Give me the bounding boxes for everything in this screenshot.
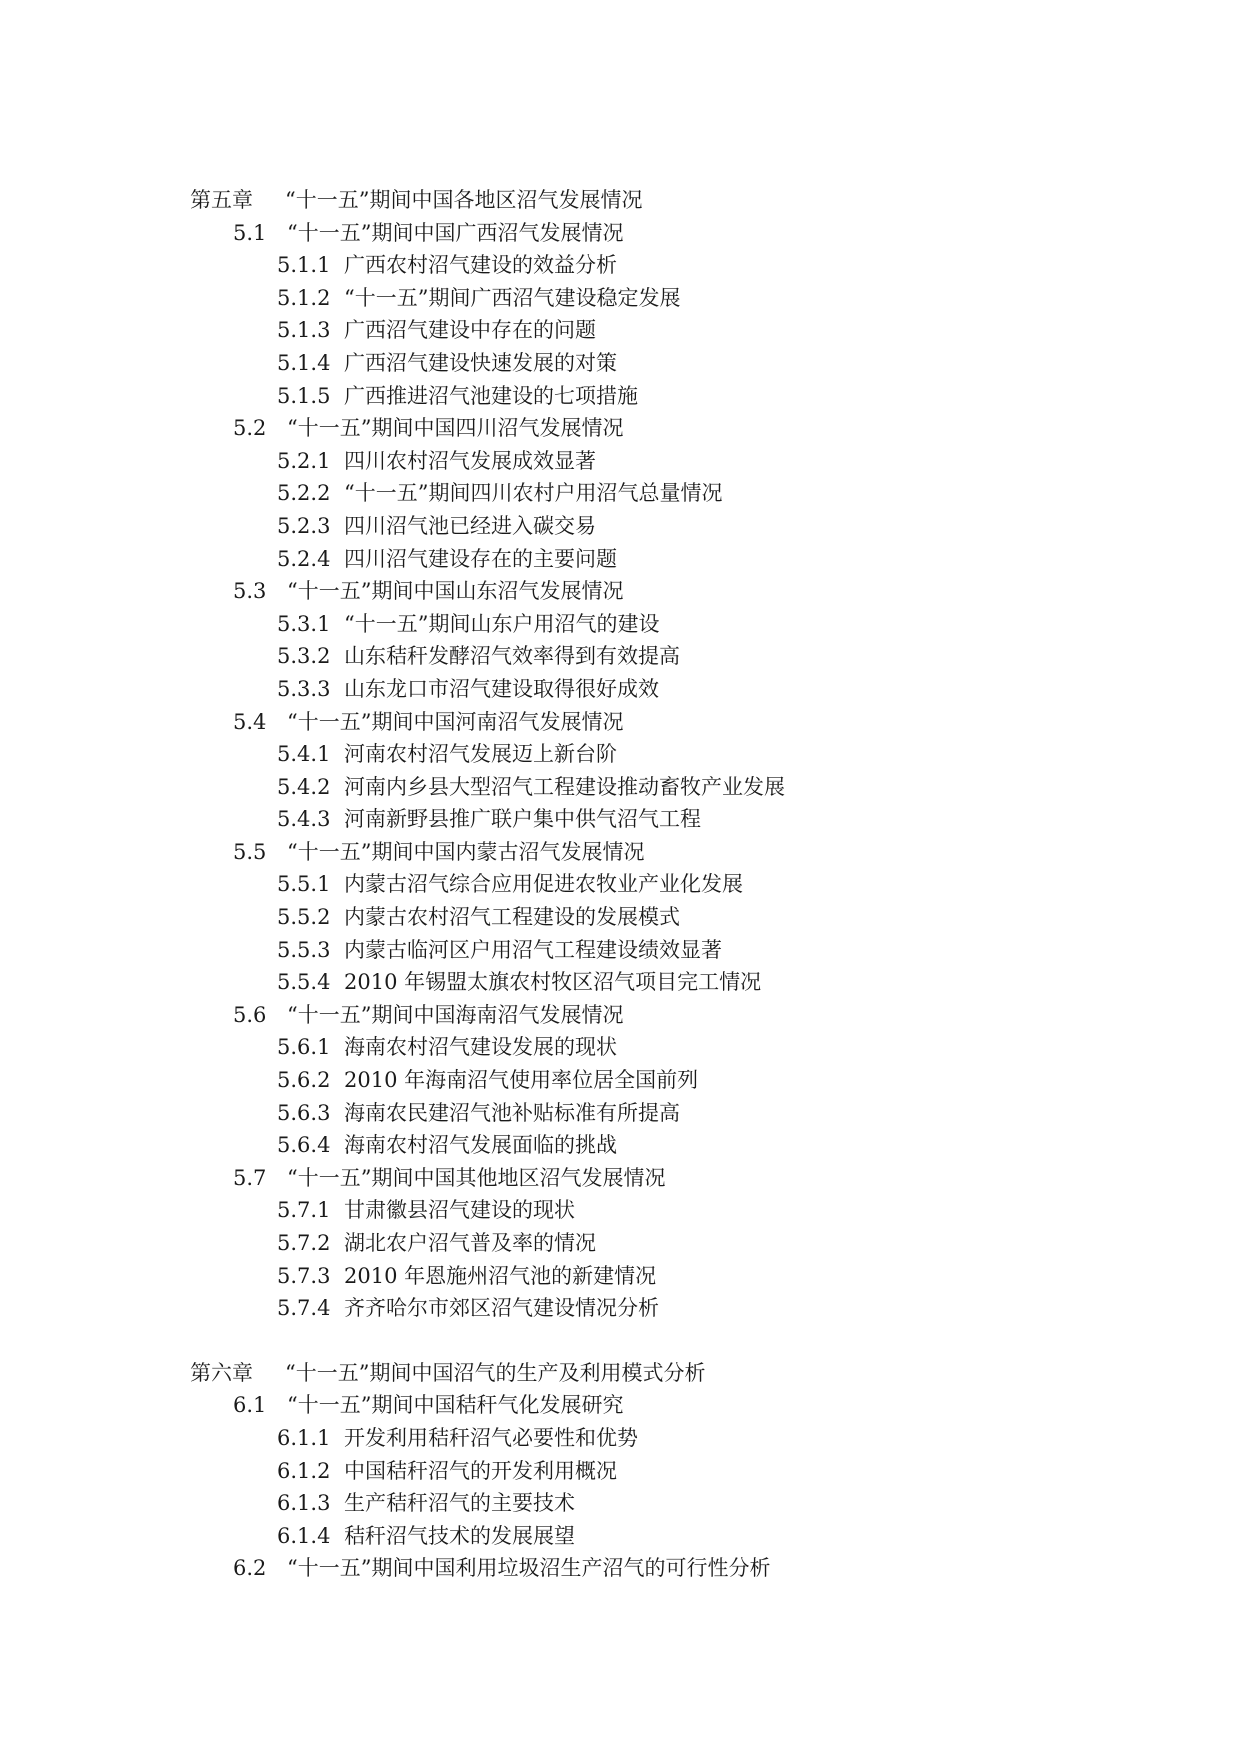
subsection-entry [190,803,1090,836]
subsection-entry-number: 5.6.1 [277,1035,331,1060]
subsection-entry [190,1422,1090,1455]
subsection-entry [190,1260,1090,1293]
subsection-entry [190,771,1090,804]
subsection-entry-number: 5.7.1 [277,1198,331,1223]
subsection-entry-number: 6.1.1 [277,1425,331,1450]
subsection-entry [190,1031,1090,1064]
subsection-entry-number: 5.1.1 [277,253,331,278]
subsection-entry [190,1194,1090,1227]
subsection-entry-number: 5.2.4 [277,546,331,571]
subsection-entry [190,543,1090,576]
subsection-entry-title: 甘肃徽县沼气建设的现状 [344,1198,575,1223]
subsection-entry-number: 5.6.3 [277,1100,331,1125]
subsection-entry-number: 5.5.3 [277,937,331,962]
subsection-entry-title: 2010 年海南沼气使用率位居全国前列 [344,1068,699,1093]
subsection-entry-title: 中国秸秆沼气的开发利用概况 [344,1458,617,1483]
subsection-entry [190,510,1090,543]
subsection-entry-title: “十一五”期间山东户用沼气的建设 [344,611,660,636]
chapter-block [190,184,1090,1325]
subsection-entry-number: 5.7.2 [277,1231,331,1255]
section-entry-number: 5.2 [233,416,267,441]
section-entry [190,1389,1090,1422]
table-of-contents [190,184,1090,1585]
subsection-entry-title: 海南农村沼气建设发展的现状 [344,1035,617,1060]
subsection-entry-number: 5.1.2 [277,285,331,310]
subsection-entry-number: 6.1.2 [277,1458,331,1483]
subsection-entry [190,901,1090,934]
subsection-entry-number: 6.1.4 [277,1523,331,1548]
subsection-entry [190,1487,1090,1520]
section-entry-title: “十一五”期间中国内蒙古沼气发展情况 [287,839,645,864]
subsection-entry [190,868,1090,901]
section-entry-title: “十一五”期间中国四川沼气发展情况 [287,416,624,441]
subsection-entry-number: 5.1.5 [277,383,331,408]
subsection-entry-number: 6.1.3 [277,1491,331,1516]
section-entry-number: 5.3 [233,579,267,604]
subsection-entry-title: 湖北农户沼气普及率的情况 [344,1231,596,1255]
section-entry [190,706,1090,739]
section-entry [190,412,1090,445]
subsection-entry-title: 2010 年锡盟太旗农村牧区沼气项目完工情况 [344,970,762,995]
subsection-entry [190,608,1090,641]
subsection-entry-number: 5.5.4 [277,970,331,995]
chapter-heading-title: “十一五”期间中国沼气的生产及利用模式分析 [285,1360,706,1385]
subsection-entry-title: 广西推进沼气池建设的七项措施 [344,383,638,408]
section-entry [190,217,1090,250]
subsection-entry [190,1129,1090,1162]
subsection-entry [190,314,1090,347]
subsection-entry-number: 5.7.3 [277,1263,331,1288]
subsection-entry-number: 5.3.1 [277,611,331,636]
subsection-entry-title: “十一五”期间四川农村户用沼气总量情况 [344,481,723,506]
subsection-entry-title: 海南农村沼气发展面临的挑战 [344,1133,617,1158]
subsection-entry-title: 海南农民建沼气池补贴标准有所提高 [344,1100,680,1125]
subsection-entry-title: 内蒙古沼气综合应用促进农牧业产业化发展 [344,872,743,897]
subsection-entry [190,445,1090,478]
chapter-heading-number: 第六章 [190,1360,253,1385]
subsection-entry-number: 5.6.4 [277,1133,331,1158]
subsection-entry [190,966,1090,999]
subsection-entry-title: 生产秸秆沼气的主要技术 [344,1491,575,1516]
subsection-entry-number: 5.4.1 [277,742,331,767]
chapter-heading-number: 第五章 [190,188,253,212]
subsection-entry [190,347,1090,380]
subsection-entry [190,249,1090,282]
section-entry-number: 6.1 [233,1393,267,1418]
subsection-entry-title: 四川农村沼气发展成效显著 [344,448,596,473]
subsection-entry [190,934,1090,967]
section-entry-number: 5.1 [233,220,267,245]
subsection-entry-title: 齐齐哈尔市郊区沼气建设情况分析 [344,1296,659,1321]
subsection-entry-number: 5.5.1 [277,872,331,897]
subsection-entry [190,1520,1090,1553]
subsection-entry-title: 山东龙口市沼气建设取得很好成效 [344,676,659,701]
subsection-entry [190,1292,1090,1325]
subsection-entry-number: 5.3.2 [277,644,331,669]
section-entry [190,1552,1090,1585]
section-entry [190,999,1090,1032]
subsection-entry-title: 四川沼气建设存在的主要问题 [344,546,617,571]
subsection-entry-title: 河南新野县推广联户集中供气沼气工程 [344,807,701,832]
subsection-entry-title: 山东秸秆发酵沼气效率得到有效提高 [344,644,680,669]
subsection-entry [190,640,1090,673]
subsection-entry [190,673,1090,706]
chapter-heading-title: “十一五”期间中国各地区沼气发展情况 [285,188,643,212]
subsection-entry-number: 5.7.4 [277,1296,331,1321]
subsection-entry-number: 5.1.3 [277,318,331,343]
subsection-entry [190,1455,1090,1488]
section-entry-number: 5.4 [233,709,267,734]
subsection-entry-title: 秸秆沼气技术的发展展望 [344,1523,575,1548]
subsection-entry-number: 5.2.2 [277,481,331,506]
subsection-entry [190,1227,1090,1260]
subsection-entry-number: 5.2.1 [277,448,331,473]
section-entry [190,1162,1090,1195]
subsection-entry-title: 广西沼气建设快速发展的对策 [344,350,617,375]
subsection-entry-title: 河南内乡县大型沼气工程建设推动畜牧产业发展 [344,774,785,799]
subsection-entry-number: 5.6.2 [277,1068,331,1093]
section-entry-number: 5.6 [233,1002,267,1027]
subsection-entry [190,1097,1090,1130]
section-entry [190,836,1090,869]
subsection-entry-title: 2010 年恩施州沼气池的新建情况 [344,1263,657,1288]
subsection-entry [190,738,1090,771]
section-entry-title: “十一五”期间中国河南沼气发展情况 [287,709,624,734]
section-entry-title: “十一五”期间中国其他地区沼气发展情况 [287,1165,666,1190]
section-entry-title: “十一五”期间中国秸秆气化发展研究 [287,1393,624,1418]
subsection-entry-number: 5.1.4 [277,350,331,375]
subsection-entry-number: 5.2.3 [277,513,331,538]
subsection-entry-title: 内蒙古农村沼气工程建设的发展模式 [344,905,680,930]
subsection-entry-title: 河南农村沼气发展迈上新台阶 [344,742,617,767]
subsection-entry [190,282,1090,315]
section-entry-number: 5.7 [233,1165,267,1190]
subsection-entry-number: 5.5.2 [277,905,331,930]
subsection-entry-title: “十一五”期间广西沼气建设稳定发展 [344,285,681,310]
subsection-entry-number: 5.4.3 [277,807,331,832]
subsection-entry-title: 广西农村沼气建设的效益分析 [344,253,617,278]
section-entry-number: 6.2 [233,1556,267,1581]
section-entry-title: “十一五”期间中国利用垃圾沼生产沼气的可行性分析 [287,1556,771,1581]
subsection-entry-number: 5.4.2 [277,774,331,799]
section-entry-title: “十一五”期间中国广西沼气发展情况 [287,220,624,245]
subsection-entry-title: 广西沼气建设中存在的问题 [344,318,596,343]
chapter-heading [190,1357,1090,1390]
subsection-entry [190,1064,1090,1097]
subsection-entry-title: 开发利用秸秆沼气必要性和优势 [344,1425,638,1450]
section-entry-number: 5.5 [233,839,267,864]
subsection-entry-number: 5.3.3 [277,676,331,701]
subsection-entry-title: 四川沼气池已经进入碳交易 [344,513,596,538]
section-entry-title: “十一五”期间中国海南沼气发展情况 [287,1002,624,1027]
subsection-entry [190,380,1090,413]
subsection-entry-title: 内蒙古临河区户用沼气工程建设绩效显著 [344,937,722,962]
chapter-heading [190,184,1090,217]
section-entry-title: “十一五”期间中国山东沼气发展情况 [287,579,624,604]
chapter-block [190,1357,1090,1585]
section-entry [190,575,1090,608]
subsection-entry [190,477,1090,510]
